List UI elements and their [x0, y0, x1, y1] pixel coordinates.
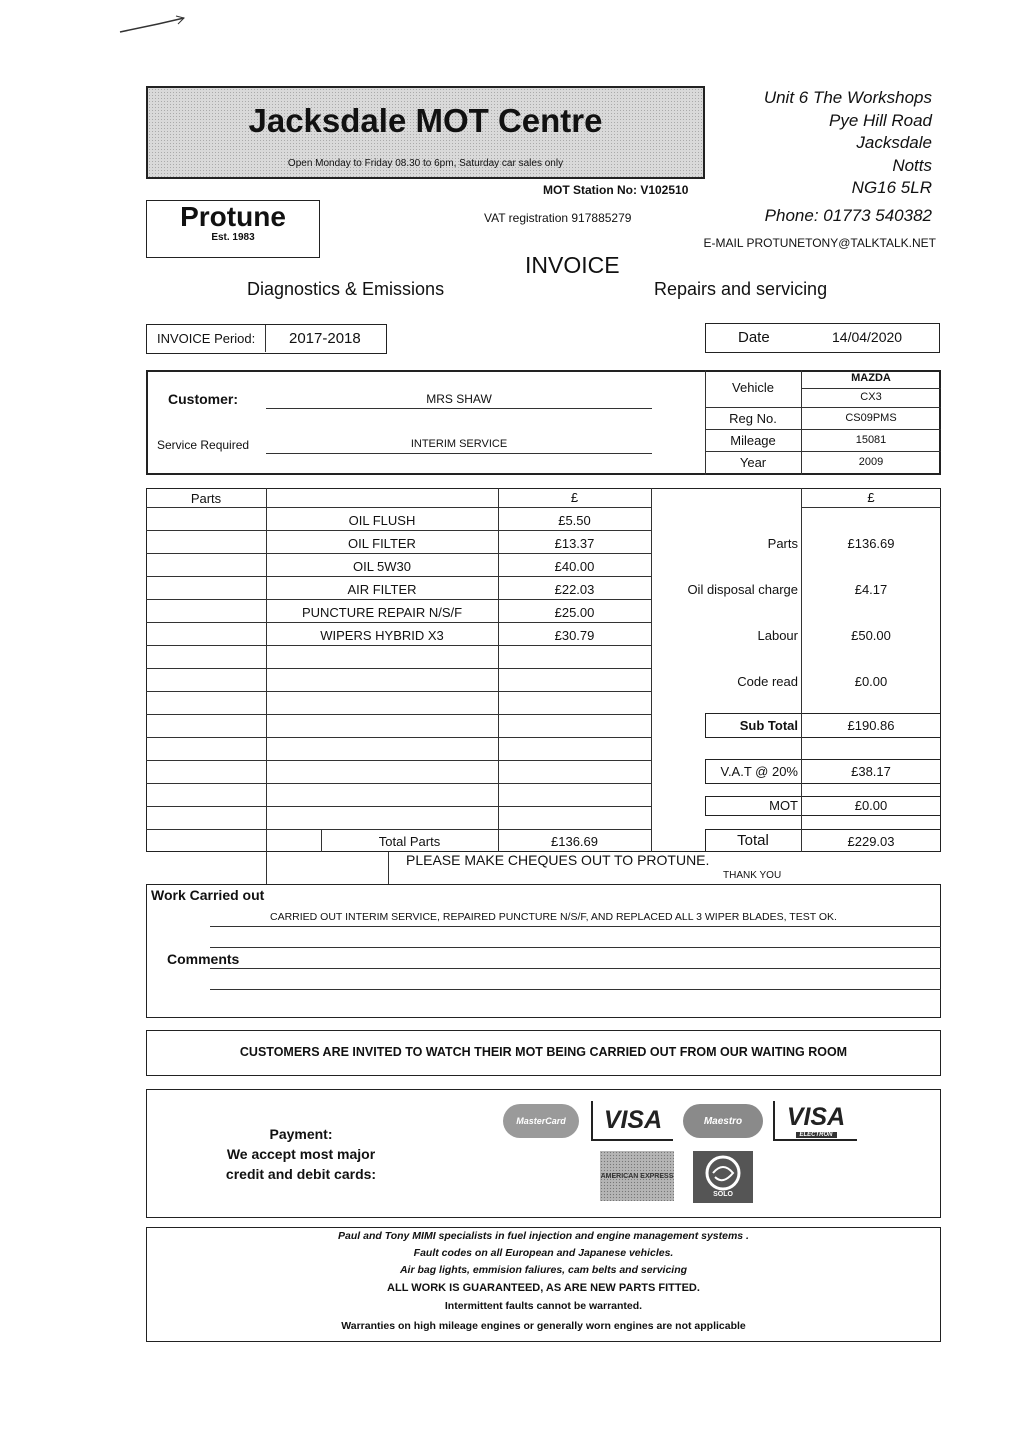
year-label: Year [739, 455, 767, 470]
oil-disposal-label: Oil disposal charge [687, 582, 798, 597]
mileage-label: Mileage [730, 433, 776, 448]
summary-parts-label: Parts [767, 536, 798, 551]
service-repairs: Repairs and servicing [654, 279, 828, 299]
date-value: 14/04/2020 [832, 329, 903, 345]
reg-label: Reg No. [729, 411, 777, 426]
footer-line: Intermittent faults cannot be warranted. [444, 1300, 643, 1312]
payment-line: We accept most major [226, 1146, 376, 1162]
labour-value: £50.00 [851, 628, 891, 643]
service-required-value: INTERIM SERVICE [410, 438, 508, 450]
visa-electron-label: VISA [786, 1102, 846, 1131]
summary-currency-header: £ [867, 490, 875, 505]
code-read-label: Code read [737, 674, 798, 689]
work-carried-out-text: CARRIED OUT INTERIM SERVICE, REPAIRED PUNCTURE N/S/F, AND REPLACED ALL 3 WIPER BLADES, TEST OK. [270, 911, 837, 923]
mileage-value: 15081 [855, 434, 887, 446]
address-line: Notts [892, 155, 932, 175]
solo-label: SOLO [713, 1191, 733, 1198]
part-name: OIL FILTER [348, 536, 416, 551]
customer-label: Customer: [168, 391, 239, 407]
address-line: Pye Hill Road [829, 110, 932, 130]
footer-line: Warranties on high mileage engines or generally worn engines are not applicable [341, 1320, 746, 1332]
total-parts-value: £136.69 [551, 834, 598, 849]
part-name: PUNCTURE REPAIR N/S/F [301, 605, 463, 620]
service-diagnostics: Diagnostics & Emissions [247, 279, 445, 299]
part-price: £25.00 [554, 605, 595, 620]
mastercard-label: MasterCard [516, 1116, 566, 1126]
invoice-period-value: 2017-2018 [289, 330, 361, 347]
summary-parts-value: £136.69 [847, 536, 895, 551]
date-box [705, 323, 940, 353]
footer-line: ALL WORK IS GUARANTEED, AS ARE NEW PARTS FITTED. [387, 1282, 700, 1294]
cheques-notice: PLEASE MAKE CHEQUES OUT TO PROTUNE. [406, 852, 710, 868]
solo-icon [693, 1151, 753, 1203]
vehicle-model: CX3 [860, 391, 882, 403]
footer-line: Fault codes on all European and Japanese vehicles. [413, 1247, 674, 1259]
electron-label: ELECTRON [796, 1132, 837, 1138]
comments-label: Comments [167, 951, 240, 967]
payment-line: Payment: [269, 1126, 333, 1142]
total-parts-label: Total Parts [378, 834, 441, 849]
waiting-room-notice: CUSTOMERS ARE INVITED TO WATCH THEIR MOT BEING CARRIED OUT FROM OUR WAITING ROOM [239, 1045, 848, 1059]
visa-icon [591, 1101, 673, 1141]
subtotal-label: Sub Total [739, 718, 798, 733]
maestro-label: Maestro [703, 1115, 743, 1127]
address-line: Jacksdale [856, 133, 932, 152]
visa-electron-icon [773, 1101, 857, 1141]
thank-you: THANK YOU [723, 870, 782, 881]
mot-value: £0.00 [854, 798, 888, 813]
address-line: Unit 6 The Workshops [763, 88, 932, 107]
work-box [146, 884, 941, 1018]
part-price: £40.00 [554, 559, 595, 574]
footer-line: Air bag lights, emmision faliures, cam belts and servicing [399, 1264, 688, 1276]
part-name: OIL 5W30 [352, 559, 412, 574]
service-required-label: Service Required [157, 438, 250, 452]
vat-label: V.A.T @ 20% [720, 764, 798, 779]
invoice-title: INVOICE [525, 252, 620, 278]
part-price: £13.37 [554, 536, 595, 551]
business-address [700, 87, 932, 200]
protune-logo-box [146, 200, 320, 258]
business-header [146, 86, 705, 179]
vat-registration: VAT registration 917885279 [484, 211, 632, 225]
code-read-value: £0.00 [854, 674, 888, 689]
amex-label: AMERICAN EXPRESS [600, 1172, 674, 1180]
business-email: E-MAIL PROTUNETONY@TALKTALK.NET [703, 236, 936, 250]
customer-value: MRS SHAW [426, 392, 492, 406]
work-carried-out-label: Work Carried out [151, 887, 265, 903]
business-phone: Phone: 01773 540382 [764, 206, 932, 225]
total-value: £229.03 [847, 834, 895, 849]
business-hours: Open Monday to Friday 08.30 to 6pm, Saturday car sales only [287, 158, 564, 169]
vehicle-make: MAZDA [851, 372, 891, 384]
visa-label: VISA [603, 1105, 663, 1134]
part-price: £30.79 [554, 628, 595, 643]
brand-established: Est. 1983 [211, 232, 255, 243]
year-value: 2009 [858, 456, 884, 468]
date-label: Date [738, 329, 770, 346]
oil-disposal-value: £4.17 [854, 582, 888, 597]
invoice-period-box [146, 324, 387, 354]
subtotal-value: £190.86 [847, 718, 895, 733]
part-price: £22.03 [554, 582, 595, 597]
vat-value: £38.17 [851, 764, 891, 779]
parts-currency-header: £ [570, 490, 579, 505]
mot-station: MOT Station No: V102510 [543, 183, 689, 197]
business-name: Jacksdale MOT Centre [248, 102, 603, 139]
mot-label: MOT [769, 798, 798, 813]
payment-line: credit and debit cards: [225, 1166, 377, 1182]
address-line: NG16 5LR [851, 178, 932, 197]
reg-value: CS09PMS [845, 412, 897, 424]
pen-mark-icon [118, 10, 188, 36]
parts-header: Parts [190, 491, 222, 506]
part-name: AIR FILTER [347, 582, 417, 597]
part-name: OIL FLUSH [348, 513, 416, 528]
vehicle-label: Vehicle [732, 380, 774, 395]
waiting-room-notice-box [146, 1030, 941, 1076]
part-name: WIPERS HYBRID X3 [320, 628, 444, 643]
part-price: £5.50 [558, 513, 591, 528]
labour-label: Labour [757, 628, 798, 643]
brand-name: Protune [180, 201, 286, 232]
footer-line: Paul and Tony MIMI specialists in fuel injection and engine management systems . [338, 1230, 749, 1242]
payment-text [190, 1124, 412, 1184]
mastercard-icon [503, 1104, 579, 1138]
maestro-icon [683, 1104, 763, 1138]
total-label: Total [737, 832, 769, 849]
invoice-period-label: INVOICE Period: [157, 331, 256, 346]
amex-icon [600, 1151, 674, 1201]
